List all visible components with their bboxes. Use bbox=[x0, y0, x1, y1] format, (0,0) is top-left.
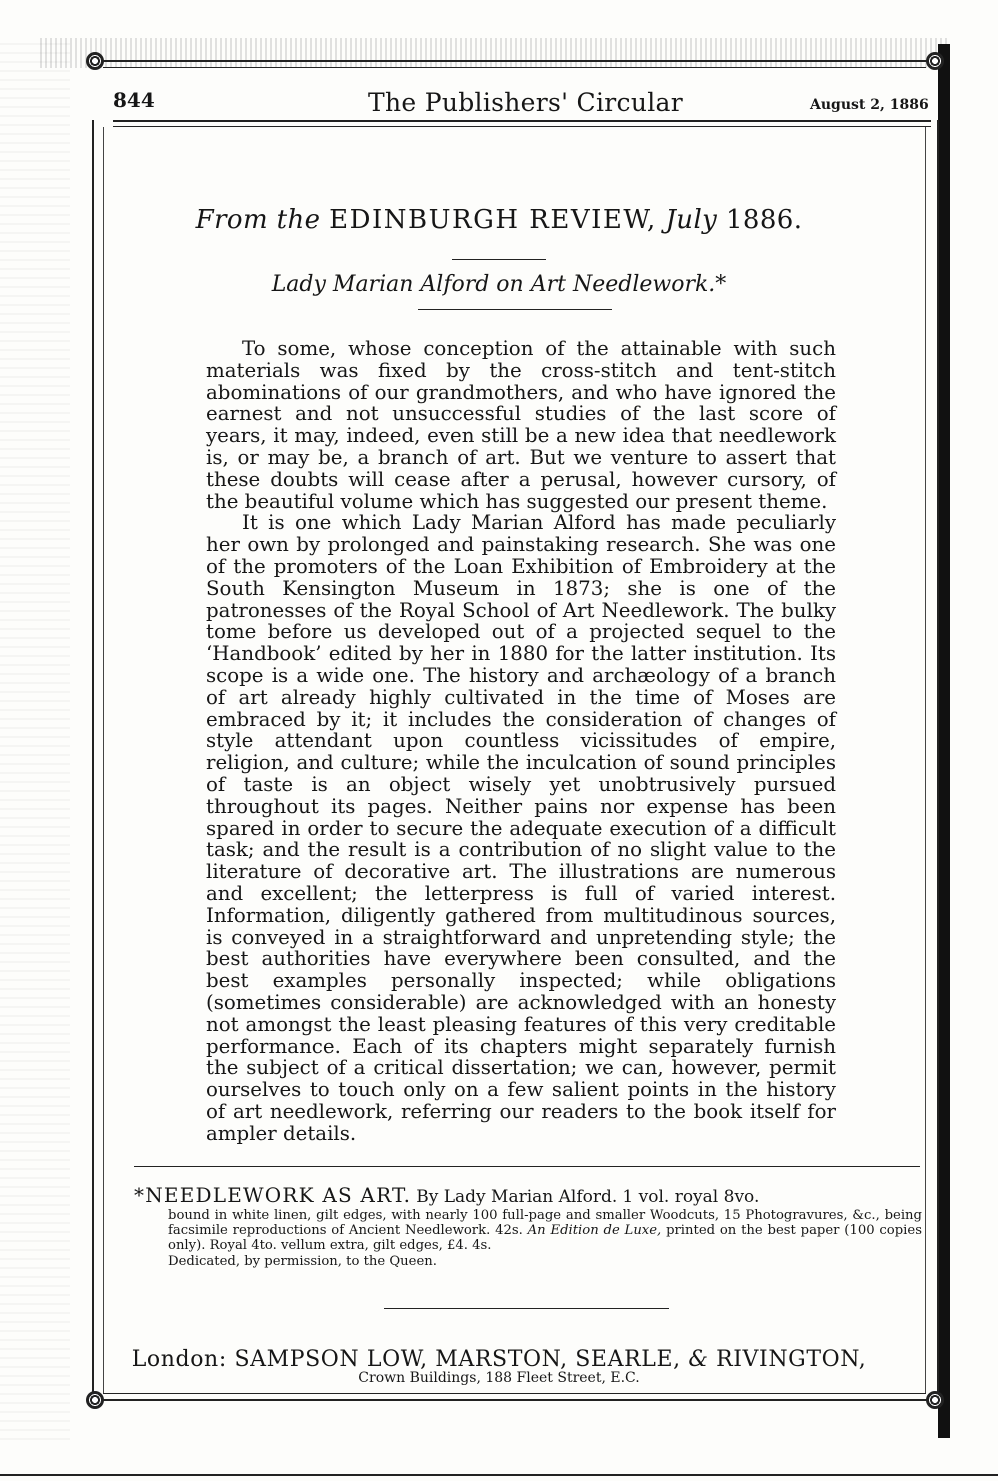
corner-ornament-icon bbox=[926, 1391, 944, 1409]
imprint-publisher-b: RIVINGTON, bbox=[716, 1347, 867, 1372]
source-prefix: From the bbox=[195, 205, 321, 235]
journal-name: EDINBURGH REVIEW, bbox=[329, 205, 657, 235]
article-body bbox=[206, 338, 836, 1144]
publisher-imprint bbox=[0, 1347, 998, 1372]
article-subtitle: Lady Marian Alford on Art Needlework.* bbox=[271, 272, 727, 297]
bottom-border-rule bbox=[92, 1399, 937, 1401]
publisher-address: Crown Buildings, 188 Fleet Street, E.C. bbox=[358, 1370, 640, 1386]
book-dedication: Dedicated, by permission, to the Queen. bbox=[168, 1253, 437, 1269]
source-month: July bbox=[665, 205, 718, 235]
scan-edge-bottom bbox=[0, 1474, 998, 1476]
footnote-body bbox=[168, 1208, 922, 1269]
header-rule-thin bbox=[113, 126, 931, 127]
publication-title: The Publishers' Circular bbox=[368, 88, 683, 117]
book-detail: bound in white linen, gilt edges, with nearly 100 full-page and smaller Woodcuts, 15 Photogravures, &c., being facsimile reproductions of Ancient Needlework. 42s. bbox=[168, 1208, 922, 1239]
imprint-city: London: bbox=[131, 1347, 227, 1372]
issue-date: August 2, 1886 bbox=[810, 97, 929, 113]
title-divider-top bbox=[452, 259, 546, 260]
header-rule bbox=[113, 120, 931, 122]
book-title: *NEEDLEWORK AS ART. bbox=[134, 1183, 412, 1207]
paragraph: To some, whose conception of the attainable with such materials was fixed by the cross-stitch and tent-stitch abominations of our grandmothers, and who have ignored the earnest and not unsuccessful studies of the last score of years, it may, indeed, even still be a new idea that needlework is, or may be, a branch of art. But we venture to assert that these doubts will cease after a perusal, however cursory, of the beautiful volume which has suggested our present theme. bbox=[206, 337, 836, 513]
top-border-rule bbox=[92, 60, 937, 62]
corner-ornament-icon bbox=[86, 52, 104, 70]
scan-edge-right bbox=[938, 44, 950, 1438]
page-number: 844 bbox=[113, 88, 155, 112]
paragraph: It is one which Lady Marian Alford has made peculiarly her own by prolonged and painstaking research. She was one of the promoters of the Loan Exhibition of Embroidery at the South Kensington Museum in 1873; she is one of the patronesses of the Royal School of Art Needlework. The bulky tome before us developed out of a projected sequel to the ‘Handbook’ edited by her in 1880 for the latter institution. Its scope is a wide one. The history and archæology of a branch of art already highly cultivated in the time of Moses are embraced by it; it includes the consideration of changes of style attendant upon countless vicissitudes of empire, religion, and culture; while the inculcation of sound principles of taste is an object wisely yet unobtrusively pursued throughout its pages. Neither pains nor expense has been spared in order to secure the adequate execution of a difficult task; and the result is a contribution of no slight value to the literature of decorative art. The illustrations are numerous and excellent; the letterpress is full of varied interest. Information, diligently gathered from multitudinous sources, is conveyed in a straightforward and unpretending style; the best authorities have everywhere been consulted, and the best examples personally inspected; while obligations (sometimes considerable) are acknowledged with an honesty not amongst the least pleasing features of this very creditable performance. Each of its chapters might separately furnish the subject of a critical dissertation; we can, however, permit ourselves to touch only on a few salient points in the history of art needlework, referring our readers to the book itself for ampler details. bbox=[206, 511, 836, 1145]
imprint-ampersand: & bbox=[688, 1347, 709, 1372]
book-volume: 1 vol. royal 8vo. bbox=[622, 1187, 760, 1207]
scan-edge-top bbox=[40, 38, 950, 68]
imprint-publisher: SAMPSON LOW, MARSTON, SEARLE, bbox=[234, 1347, 681, 1372]
corner-ornament-icon bbox=[926, 52, 944, 70]
source-line bbox=[0, 205, 998, 235]
source-year: 1886. bbox=[725, 205, 803, 235]
title-divider-bottom bbox=[418, 309, 612, 310]
book-edition: An Edition de Luxe, bbox=[527, 1223, 662, 1239]
imprint-divider bbox=[384, 1308, 669, 1309]
bottom-border-inner-rule bbox=[103, 1393, 926, 1394]
footnote-rule bbox=[134, 1166, 920, 1167]
corner-ornament-icon bbox=[86, 1391, 104, 1409]
book-author: By Lady Marian Alford. bbox=[416, 1187, 618, 1207]
book-edition-detail: printed on the best paper (100 copies only). Royal 4to. vellum extra, gilt edges, £4. 4s. bbox=[168, 1223, 922, 1254]
scan-edge-left bbox=[0, 40, 70, 1440]
footnote-heading bbox=[134, 1183, 922, 1207]
top-border-inner-rule bbox=[103, 67, 926, 68]
footnote bbox=[134, 1183, 922, 1269]
